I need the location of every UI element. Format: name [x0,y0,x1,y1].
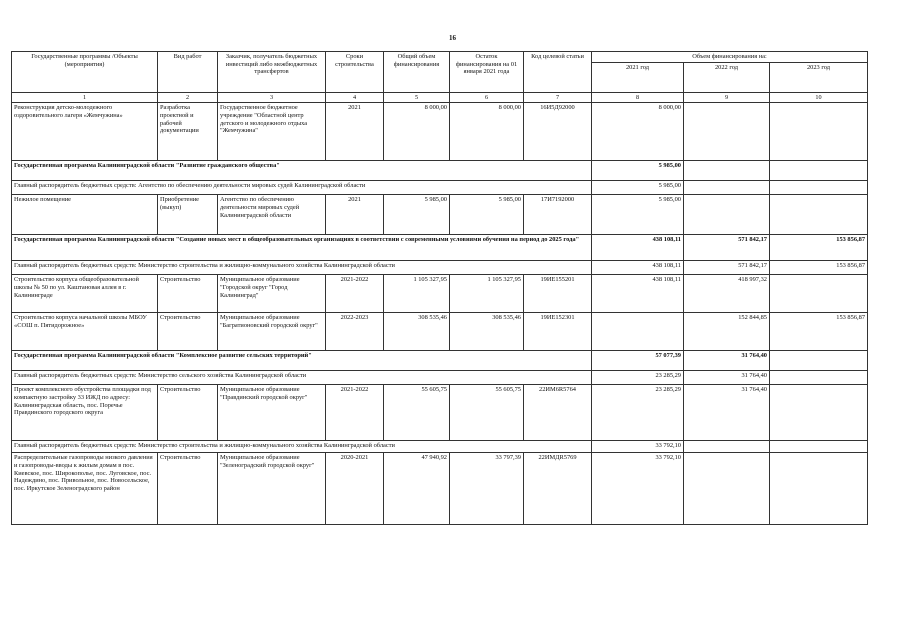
remainder: 55 605,75 [450,385,524,441]
amount-2023 [770,351,868,371]
header-2021: 2021 год [592,62,684,92]
customer: Муниципальное образование "Городской округ "Город Калининград" [218,275,326,313]
header-2022: 2022 год [684,62,770,92]
amount-2021: 5 985,00 [592,181,684,195]
table-row [12,275,868,313]
program-title: Государственная программа Калининградской области "Развитие гражданского общества" [12,161,592,181]
amount-2022 [684,441,770,453]
amount-2023 [770,275,868,313]
period: 2021-2022 [326,275,384,313]
period: 2020-2021 [326,453,384,525]
work-type: Строительство [158,313,218,351]
amount-2021: 5 985,00 [592,161,684,181]
object-name: Реконструкция детско-молодежного оздоровительного лагеря «Жемчужина» [12,103,158,161]
amount-2023 [770,441,868,453]
program-row [12,161,868,181]
amount-2021: 8 000,00 [592,103,684,161]
remainder: 1 105 327,95 [450,275,524,313]
manager-row [12,371,868,385]
amount-2023: 153 856,87 [770,235,868,261]
col-num: 7 [524,92,592,102]
program-row [12,235,868,261]
amount-2021: 57 077,39 [592,351,684,371]
table-row [12,453,868,525]
col-num: 6 [450,92,524,102]
amount-2022: 571 842,17 [684,235,770,261]
amount-2023 [770,103,868,161]
manager-row [12,441,868,453]
manager-title: Главный распорядитель бюджетных средств: Министерство сельского хозяйства Калининградской области [12,371,592,385]
total: 308 535,46 [384,313,450,351]
work-type: Строительство [158,275,218,313]
column-numbers-row [12,92,868,102]
remainder: 308 535,46 [450,313,524,351]
amount-2023 [770,453,868,525]
amount-2023 [770,371,868,385]
table-row [12,103,868,161]
amount-2021: 23 285,29 [592,385,684,441]
total: 1 105 327,95 [384,275,450,313]
col-num: 5 [384,92,450,102]
amount-2022 [684,181,770,195]
code: 19ИЕ155201 [524,275,592,313]
header-col7: Код целевой статьи [524,52,592,93]
manager-title: Главный распорядитель бюджетных средств: Министерство строительства и жилищно-коммунального хозяйства Калининградской области [12,261,592,275]
customer: Государственное бюджетное учреждение "Областной центр детского и молодежного отдыха "Жемчужина" [218,103,326,161]
col-num: 10 [770,92,868,102]
header-col3: Заказчик, получатель бюджетных инвестиций либо межбюджетных трансфертов [218,52,326,93]
customer: Муниципальное образование "Правдинский городской округ" [218,385,326,441]
amount-2023 [770,181,868,195]
header-col1: Государственные программы /Объекты (мероприятия) [12,52,158,93]
header-col2: Вид работ [158,52,218,93]
work-type: Строительство [158,453,218,525]
remainder: 33 797,39 [450,453,524,525]
amount-2022: 31 764,40 [684,371,770,385]
col-num: 3 [218,92,326,102]
total: 55 605,75 [384,385,450,441]
manager-row [12,261,868,275]
total: 8 000,00 [384,103,450,161]
customer: Агентство по обеспечению деятельности мировых судей Калининградской области [218,195,326,235]
period: 2022-2023 [326,313,384,351]
header-col4: Сроки строительства [326,52,384,93]
program-title: Государственная программа Калининградской области "Комплексное развитие сельских территорий" [12,351,592,371]
period: 2021-2022 [326,385,384,441]
object-name: Нежилое помещение [12,195,158,235]
code: 19ИЕ152301 [524,313,592,351]
table-row [12,385,868,441]
program-row [12,351,868,371]
amount-2022: 31 764,40 [684,385,770,441]
customer: Муниципальное образование "Багратионовский городской округ" [218,313,326,351]
amount-2023: 153 856,87 [770,313,868,351]
manager-title: Главный распорядитель бюджетных средств: Агентство по обеспечению деятельности мировых судей Калининградской области [12,181,592,195]
col-num: 2 [158,92,218,102]
amount-2021: 438 108,11 [592,275,684,313]
manager-row [12,181,868,195]
total: 5 985,00 [384,195,450,235]
code: 22ИМ6R5764 [524,385,592,441]
amount-2022 [684,453,770,525]
period: 2021 [326,195,384,235]
header-col5: Общий объем финансирования [384,52,450,93]
amount-2023: 153 856,87 [770,261,868,275]
work-type: Разработка проектной и рабочей документации [158,103,218,161]
col-num: 1 [12,92,158,102]
amount-2021: 23 285,29 [592,371,684,385]
code: 17И7192000 [524,195,592,235]
amount-2022: 571 842,17 [684,261,770,275]
col-num: 4 [326,92,384,102]
amount-2021 [592,313,684,351]
amount-2022 [684,161,770,181]
amount-2021: 5 985,00 [592,195,684,235]
manager-title: Главный распорядитель бюджетных средств: Министерство строительства и жилищно-коммунального хозяйства Калининградской области [12,441,592,453]
amount-2022 [684,103,770,161]
customer: Муниципальное образование "Зеленоградский городской округ" [218,453,326,525]
amount-2023 [770,161,868,181]
amount-2023 [770,385,868,441]
amount-2021: 33 792,10 [592,441,684,453]
code: 22ИМДR5769 [524,453,592,525]
program-title: Государственная программа Калининградской области "Создание новых мест в общеобразовательных организациях в соответствии с современными условиями обучения на период до 2025 года" [12,235,592,261]
object-name: Распределительные газопроводы низкого давления и газопроводы-вводы к жилым домам в пос. Киевское, пос. Широкополье, пос. Луговское, пос. Надеждино, пос. Привольное, пос. Новосельское, пос. Иркутское Зеленоградского район [12,453,158,525]
amount-2022 [684,195,770,235]
object-name: Проект комплексного обустройства площадки под компактную застройку 33 ИЖД по адресу: Калининградская область, пос. Поречье Правдинского городского округа [12,385,158,441]
remainder: 8 000,00 [450,103,524,161]
header-2023: 2023 год [770,62,868,92]
amount-2023 [770,195,868,235]
period: 2021 [326,103,384,161]
object-name: Строительство корпуса начальной школы МБОУ «СОШ п. Пятидорожное» [12,313,158,351]
amount-2022: 152 844,85 [684,313,770,351]
amount-2022: 31 764,40 [684,351,770,371]
header-col6: Остаток финансирования на 01 января 2021 года [450,52,524,93]
amount-2022: 418 997,32 [684,275,770,313]
remainder: 5 985,00 [450,195,524,235]
col-num: 8 [592,92,684,102]
header-funding: Объем финансирования на: [592,52,868,63]
funding-table [11,51,868,525]
work-type: Приобретение (выкуп) [158,195,218,235]
table-row [12,195,868,235]
code: 16И5Д92000 [524,103,592,161]
amount-2021: 438 108,11 [592,261,684,275]
page-number: 16 [449,34,456,42]
work-type: Строительство [158,385,218,441]
amount-2021: 438 108,11 [592,235,684,261]
col-num: 9 [684,92,770,102]
header-row [12,52,868,63]
amount-2021: 33 792,10 [592,453,684,525]
table-row [12,313,868,351]
total: 47 940,92 [384,453,450,525]
object-name: Строительство корпуса общеобразовательной школы № 50 по ул. Каштановая аллея в г. Калининграде [12,275,158,313]
